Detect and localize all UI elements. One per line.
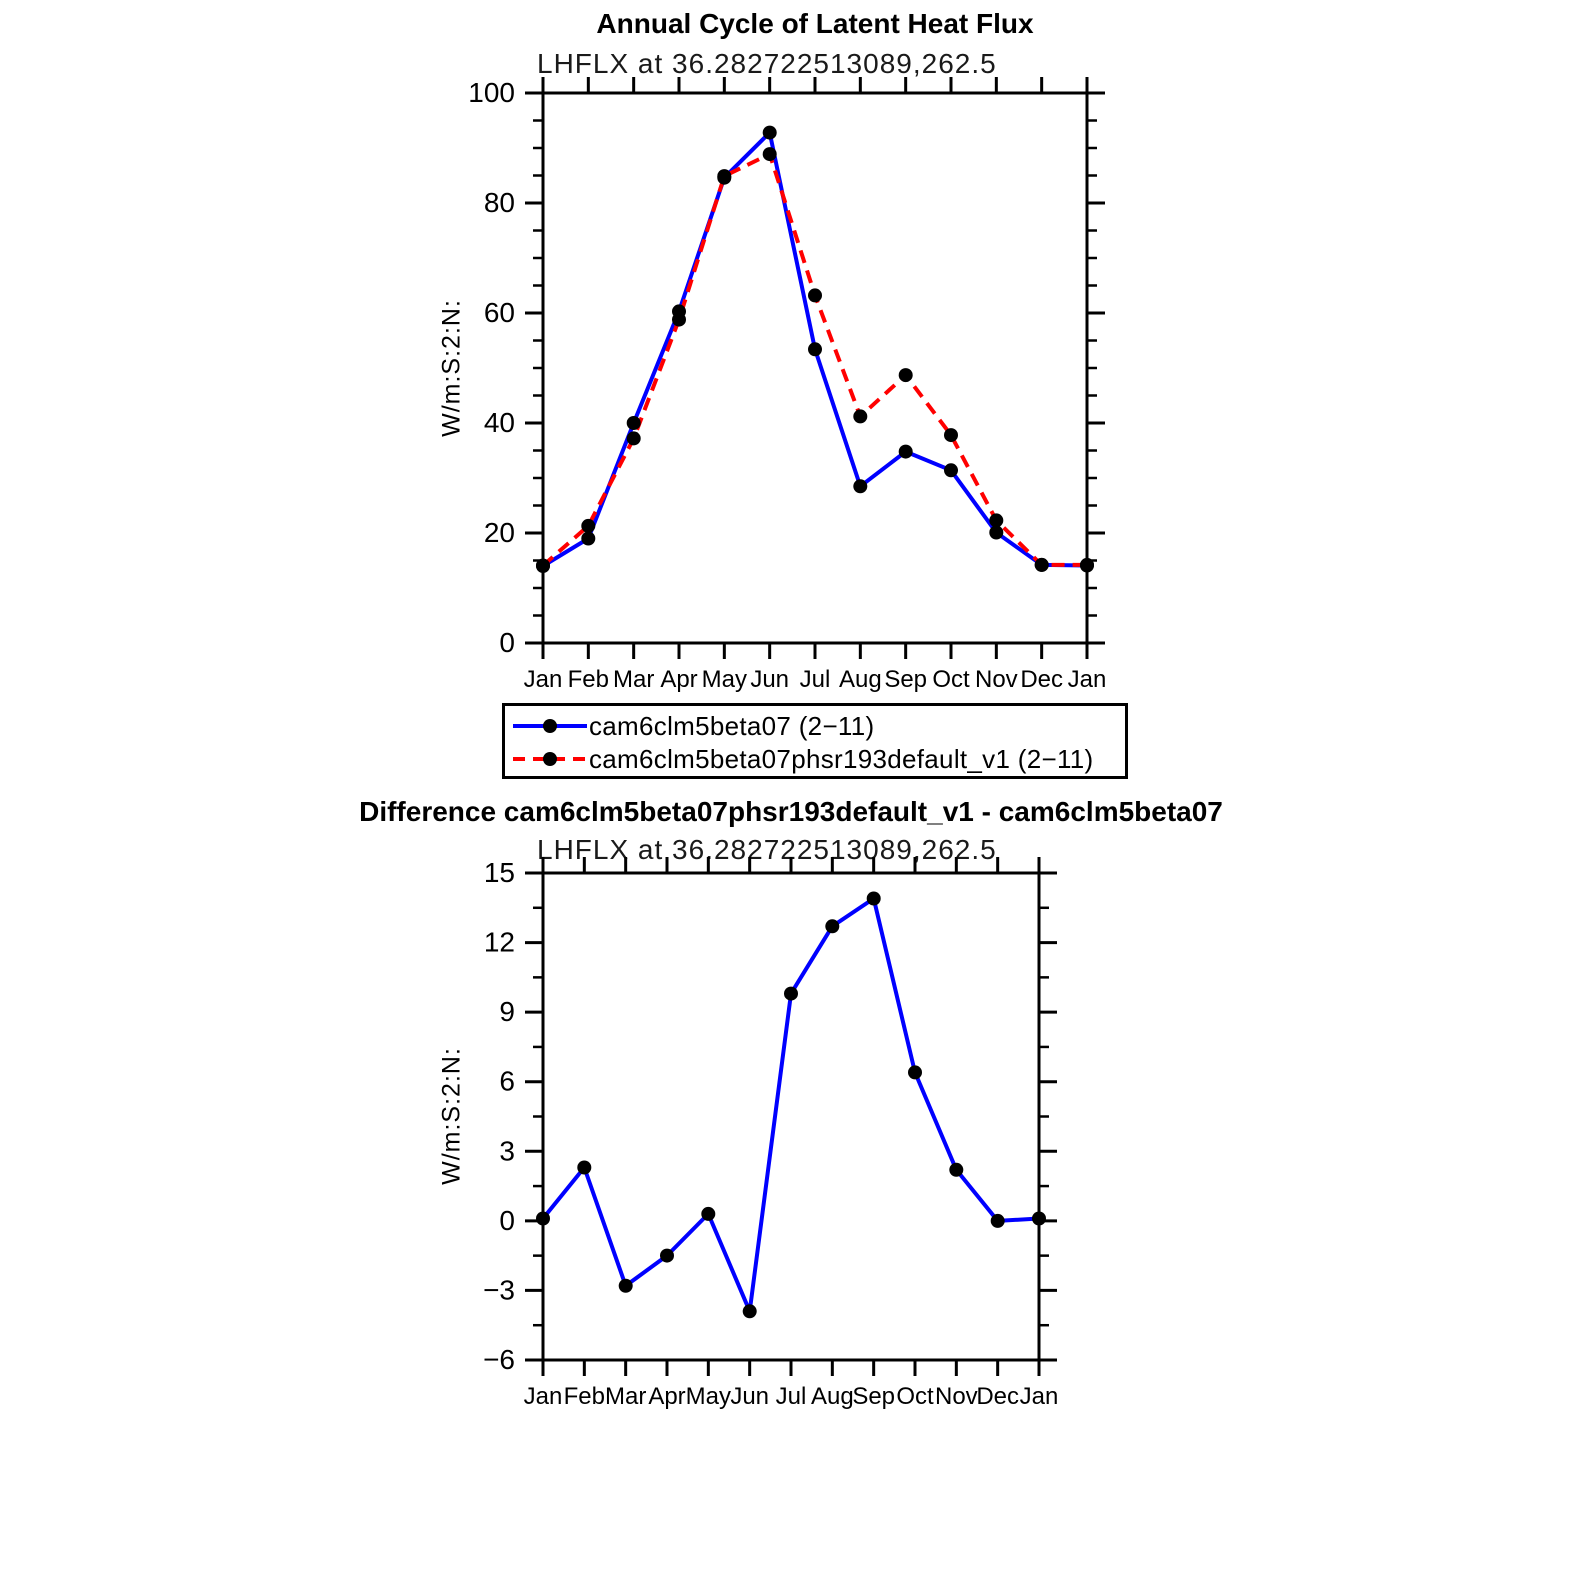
data-point-marker-difference	[908, 1065, 922, 1079]
data-point-marker-cam6clm5beta07phsr193default_v1	[989, 513, 1003, 527]
data-point-marker-cam6clm5beta07phsr193default_v1	[899, 368, 913, 382]
x-tick-label: Nov	[934, 1383, 978, 1410]
legend-line-swatch-solid-blue	[511, 711, 589, 741]
top-chart-subtitle: LHFLX at 36.282722513089,262.5	[537, 48, 997, 79]
bottom-chart-subtitle: LHFLX at 36.282722513089,262.5	[537, 834, 997, 865]
x-tick-label: Jan	[1019, 1383, 1059, 1410]
data-point-marker-cam6clm5beta07phsr193default_v1	[808, 288, 822, 302]
series-line-cam6clm5beta07phsr193default_v1	[543, 154, 1087, 565]
x-tick-label: Aug	[838, 666, 882, 693]
y-tick-label: 12	[483, 926, 515, 958]
data-point-marker-cam6clm5beta07	[581, 532, 595, 546]
legend	[502, 703, 1128, 779]
x-tick-label: Jun	[750, 666, 790, 693]
y-tick-label: −3	[483, 1274, 515, 1306]
bottom-chart-y-axis-title: W/m:S:2:N:	[437, 1047, 466, 1185]
data-point-marker-difference	[1032, 1212, 1046, 1226]
data-point-marker-difference	[784, 987, 798, 1001]
data-point-marker-cam6clm5beta07phsr193default_v1	[1080, 558, 1094, 572]
legend-label: cam6clm5beta07 (2−11)	[589, 710, 875, 741]
x-tick-label: Mar	[604, 1383, 647, 1410]
y-tick-label: 60	[483, 297, 515, 328]
y-tick-label: 80	[483, 187, 515, 218]
data-point-marker-cam6clm5beta07	[763, 126, 777, 140]
legend-swatch-marker-cam6clm5beta07phsr193default_v1	[543, 752, 557, 766]
plot-frame	[543, 873, 1039, 1360]
data-point-marker-difference	[660, 1249, 674, 1263]
legend-swatch-marker-cam6clm5beta07	[543, 719, 557, 733]
data-point-marker-difference	[825, 919, 839, 933]
data-point-marker-cam6clm5beta07phsr193default_v1	[944, 428, 958, 442]
y-tick-label: 6	[499, 1065, 515, 1097]
y-tick-label: 0	[499, 1204, 515, 1236]
data-point-marker-difference	[867, 892, 881, 906]
x-tick-label: Oct	[932, 666, 970, 693]
y-tick-label: 100	[468, 77, 515, 108]
legend-item-cam6clm5beta07	[511, 711, 874, 741]
y-tick-label: −6	[483, 1344, 515, 1375]
data-point-marker-cam6clm5beta07phsr193default_v1	[627, 431, 641, 445]
data-point-marker-difference	[536, 1212, 550, 1226]
x-tick-label: Aug	[810, 1383, 854, 1410]
data-point-marker-difference	[619, 1279, 633, 1293]
legend-label: cam6clm5beta07phsr193default_v1 (2−11)	[589, 743, 1094, 774]
x-tick-label: Sep	[884, 666, 928, 693]
data-point-marker-difference	[949, 1163, 963, 1177]
data-point-marker-cam6clm5beta07	[808, 342, 822, 356]
data-point-marker-difference	[577, 1161, 591, 1175]
data-point-marker-cam6clm5beta07phsr193default_v1	[763, 147, 777, 161]
x-tick-label: Apr	[648, 1383, 686, 1410]
top-chart-title: Annual Cycle of Latent Heat Flux	[596, 8, 1034, 39]
data-point-marker-difference	[991, 1214, 1005, 1228]
bottom-chart-plot	[483, 857, 1058, 1410]
data-point-marker-cam6clm5beta07phsr193default_v1	[717, 169, 731, 183]
x-tick-label: Jan	[523, 1383, 563, 1410]
x-tick-label: May	[701, 666, 748, 693]
top-chart-y-axis-title: W/m:S:2:N:	[437, 299, 466, 437]
plot-frame	[543, 93, 1087, 643]
data-point-marker-cam6clm5beta07	[899, 445, 913, 459]
data-point-marker-cam6clm5beta07phsr193default_v1	[536, 559, 550, 573]
x-tick-label: Nov	[974, 666, 1018, 693]
x-tick-label: Sep	[852, 1383, 896, 1410]
y-tick-label: 15	[483, 857, 515, 888]
x-tick-label: Jan	[523, 666, 563, 693]
y-tick-label: 0	[499, 627, 515, 658]
x-tick-label: Dec	[976, 1383, 1020, 1410]
bottom-chart-title: Difference cam6clm5beta07phsr193default_v1 - cam6clm5beta07	[359, 796, 1223, 827]
legend-line-swatch-dashed-red	[511, 744, 589, 774]
x-tick-label: Dec	[1020, 666, 1064, 693]
top-chart-plot	[468, 77, 1106, 693]
data-point-marker-cam6clm5beta07phsr193default_v1	[853, 409, 867, 423]
x-tick-label: Jan	[1067, 666, 1107, 693]
x-tick-label: Jul	[775, 1383, 807, 1410]
y-tick-label: 40	[483, 407, 515, 438]
data-point-marker-cam6clm5beta07phsr193default_v1	[672, 313, 686, 327]
data-point-marker-difference	[743, 1304, 757, 1318]
x-tick-label: Feb	[563, 1383, 606, 1410]
legend-item-cam6clm5beta07phsr193default_v1	[511, 744, 1094, 774]
data-point-marker-cam6clm5beta07	[989, 526, 1003, 540]
x-tick-label: Jul	[799, 666, 831, 693]
x-tick-label: Mar	[612, 666, 655, 693]
data-point-marker-cam6clm5beta07phsr193default_v1	[1035, 558, 1049, 572]
data-point-marker-cam6clm5beta07	[853, 479, 867, 493]
x-tick-label: Oct	[896, 1383, 934, 1410]
x-tick-label: May	[685, 1383, 732, 1410]
y-tick-label: 9	[499, 996, 515, 1028]
series-line-difference	[543, 899, 1039, 1312]
data-point-marker-difference	[701, 1207, 715, 1221]
x-tick-label: Jun	[730, 1383, 770, 1410]
y-tick-label: 20	[483, 517, 515, 548]
y-tick-label: 3	[499, 1135, 515, 1167]
data-point-marker-cam6clm5beta07phsr193default_v1	[581, 519, 595, 533]
x-tick-label: Feb	[567, 666, 610, 693]
data-point-marker-cam6clm5beta07	[627, 416, 641, 430]
x-tick-label: Apr	[660, 666, 698, 693]
data-point-marker-cam6clm5beta07	[944, 463, 958, 477]
